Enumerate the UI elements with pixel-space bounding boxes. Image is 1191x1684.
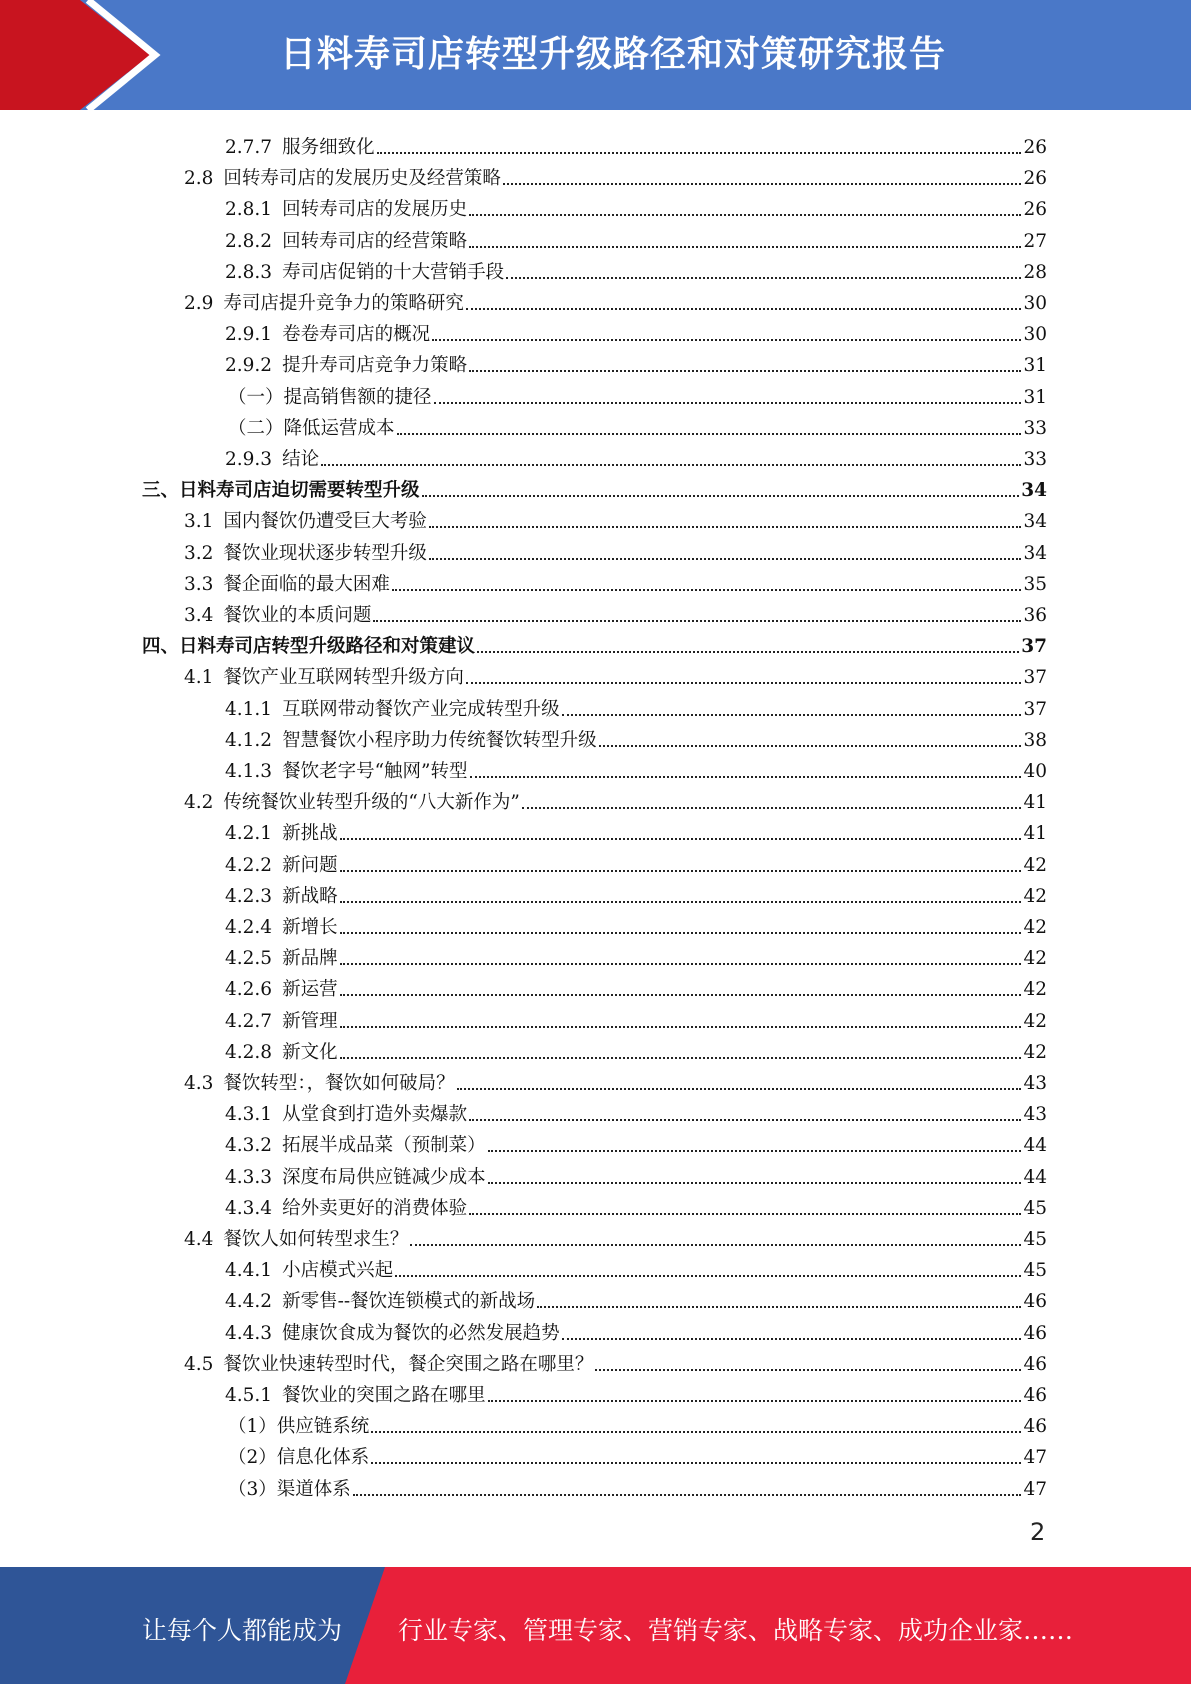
toc-dot-leader	[373, 620, 1021, 622]
toc-entry[interactable]	[225, 1376, 1047, 1407]
toc-entry-page: 46	[1023, 1353, 1047, 1375]
toc-entry-page: 46	[1023, 1291, 1047, 1313]
toc-entry-title: 从堂食到打造外卖爆款	[282, 1104, 468, 1126]
toc-entry-label	[225, 355, 467, 377]
toc-entry-label	[228, 387, 432, 409]
toc-entry-label	[142, 636, 475, 658]
toc-entry[interactable]	[225, 1002, 1047, 1033]
toc-entry-number: 4.3.4	[225, 1197, 273, 1219]
toc-entry[interactable]	[225, 346, 1047, 377]
toc-dot-leader	[340, 963, 1022, 965]
toc-dot-leader	[595, 1369, 1021, 1371]
toc-entry-title: 给外卖更好的消费体验	[282, 1197, 468, 1219]
toc-entry-number: 4.2	[184, 792, 214, 814]
toc-entry-label	[225, 979, 338, 1001]
toc-entry-label	[228, 1416, 369, 1438]
toc-entry-title: 新挑战	[282, 823, 338, 845]
toc-dot-leader	[410, 1244, 1021, 1246]
toc-entry-label	[184, 1354, 593, 1376]
toc-entry[interactable]	[184, 1220, 1047, 1251]
toc-dot-leader	[562, 714, 1022, 716]
toc-entry-number: 4.4.2	[225, 1291, 273, 1313]
toc-entry[interactable]	[225, 1126, 1047, 1157]
toc-entry-label	[225, 730, 597, 752]
toc-entry-title: 餐饮老字号“触网”转型	[282, 761, 468, 782]
toc-entry-number: 4.2.4	[225, 917, 273, 938]
toc-entry-page: 30	[1023, 293, 1047, 314]
toc-entry-number: 4.4.3	[225, 1322, 273, 1344]
toc-entry-number: 2.9.1	[225, 324, 273, 346]
toc-entry-title: 新运营	[282, 979, 338, 1001]
toc-entry[interactable]	[184, 565, 1047, 596]
toc-entry-page: 46	[1023, 1322, 1047, 1344]
toc-dot-leader	[488, 1182, 1022, 1184]
toc-entry-title: 回转寿司店的经营策略	[282, 230, 468, 252]
toc-entry-page: 35	[1023, 573, 1047, 595]
toc-entry[interactable]	[225, 690, 1047, 721]
toc-entry-title: 餐饮业的突围之路在哪里	[282, 1385, 486, 1406]
toc-entry[interactable]	[225, 253, 1047, 284]
page-number: 2	[1030, 1518, 1046, 1546]
toc-entry-number: 4.2.3	[225, 885, 273, 907]
toc-entry-title: 健康饮食成为餐饮的必然发展趋势	[282, 1322, 560, 1344]
toc-entry-number: 4.2.7	[225, 1010, 273, 1032]
toc-entry-title: 拓展半成品菜（预制菜）	[282, 1135, 486, 1157]
toc-entry-label	[225, 948, 338, 970]
toc-entry-label	[184, 1073, 455, 1095]
toc-dot-leader	[340, 870, 1022, 872]
toc-entry[interactable]	[225, 814, 1047, 845]
toc-entry-page: 43	[1023, 1104, 1047, 1126]
toc-dot-leader	[477, 651, 1019, 653]
toc-entry-title: 互联网带动餐饮产业完成转型升级	[282, 698, 560, 720]
toc-dot-leader	[397, 433, 1022, 435]
toc-entry-label	[184, 574, 390, 596]
toc-entry-label	[225, 1198, 467, 1220]
toc-entry-page: 44	[1023, 1166, 1047, 1188]
toc-entry-page: 45	[1023, 1197, 1047, 1219]
toc-entry[interactable]	[225, 190, 1047, 221]
toc-entry-page: 42	[1023, 1010, 1047, 1032]
toc-entry-page: 28	[1023, 261, 1047, 283]
footer-slogan-right: 行业专家、管理专家、营销专家、战略专家、成功企业家……	[398, 1616, 1074, 1645]
toc-entry-title: 深度布局供应链减少成本	[282, 1166, 486, 1188]
toc-entry-page: 33	[1023, 449, 1047, 470]
toc-entry-label	[225, 449, 319, 471]
toc-entry-page: 33	[1023, 417, 1047, 439]
toc-entry-title: 新管理	[282, 1010, 338, 1032]
toc-entry-label	[225, 199, 467, 221]
toc-entry-title: 餐饮人如何转型求生？	[223, 1229, 409, 1250]
toc-entry-label	[184, 511, 427, 533]
toc-dot-leader	[340, 1026, 1022, 1028]
toc-entry-label	[225, 823, 338, 845]
toc-entry[interactable]	[228, 409, 1047, 440]
toc-entry-page: 26	[1023, 199, 1047, 221]
header-chevron-red	[0, 0, 150, 110]
toc-entry-title: 三、日料寿司店迫切需要转型升级	[142, 480, 420, 502]
toc-entry-page: 37	[1021, 636, 1047, 658]
toc-entry[interactable]	[225, 222, 1047, 253]
toc-dot-leader	[466, 308, 1022, 310]
toc-dot-leader	[466, 682, 1022, 684]
toc-dot-leader	[422, 495, 1020, 497]
toc-entry[interactable]	[184, 534, 1047, 565]
toc-entry-label	[225, 699, 560, 721]
toc-entry-label	[225, 1260, 393, 1282]
toc-dot-leader	[469, 1213, 1021, 1215]
toc-entry-number: 2.9.2	[225, 355, 273, 377]
report-title: 日料寿司店转型升级路径和对策研究报告	[280, 34, 947, 75]
toc-entry-label	[184, 667, 464, 689]
toc-entry-label	[225, 1323, 560, 1345]
toc-dot-leader	[506, 277, 1021, 279]
toc-entry-page: 46	[1023, 1416, 1047, 1438]
toc-dot-leader	[392, 589, 1022, 591]
toc-dot-leader	[371, 1431, 1021, 1433]
toc-entry[interactable]	[225, 1158, 1047, 1189]
toc-entry-title: 传统餐饮业转型升级的“八大新作为”	[223, 792, 520, 814]
toc-entry-title: 新战略	[282, 885, 338, 907]
page-header	[0, 0, 1191, 110]
toc-entry-label	[225, 1042, 338, 1064]
toc-entry-title: 结论	[282, 449, 320, 470]
toc-entry-title: 智慧餐饮小程序助力传统餐饮转型升级	[282, 729, 597, 751]
toc-dot-leader	[321, 464, 1021, 466]
toc-dot-leader	[340, 901, 1022, 903]
toc-entry-label	[225, 855, 338, 877]
toc-dot-leader	[469, 214, 1021, 216]
toc-entry-page: 43	[1023, 1073, 1047, 1094]
toc-entry-title: 服务细致化	[282, 137, 375, 158]
toc-dot-leader	[469, 1119, 1021, 1121]
toc-entry-page: 47	[1023, 1478, 1047, 1500]
toc-entry-number: 2.9.3	[225, 449, 273, 470]
toc-entry[interactable]	[184, 1064, 1047, 1095]
toc-dot-leader	[429, 526, 1022, 528]
toc-entry-page: 34	[1021, 480, 1047, 502]
toc-entry-title: （2）信息化体系	[228, 1447, 370, 1469]
toc-dot-leader	[432, 339, 1021, 341]
toc-entry-title: 新问题	[282, 854, 338, 876]
toc-entry[interactable]	[184, 159, 1047, 190]
toc-entry-number: 4.4	[184, 1229, 214, 1250]
toc-entry-number: 4.2.8	[225, 1041, 273, 1063]
toc-dot-leader	[434, 402, 1022, 404]
toc-entry[interactable]	[225, 128, 1047, 159]
toc-entry-title: （1）供应链系统	[228, 1416, 370, 1438]
toc-entry[interactable]	[225, 908, 1047, 939]
toc-dot-leader	[488, 1150, 1022, 1152]
toc-entry-title: 卷卷寿司店的概况	[282, 324, 431, 346]
toc-entry[interactable]	[225, 877, 1047, 908]
toc-entry-page: 31	[1023, 355, 1047, 377]
toc-entry-label	[184, 543, 427, 565]
toc-entry-number: 4.1.2	[225, 729, 273, 751]
toc-entry-number: 4.1.1	[225, 698, 273, 720]
page-footer	[0, 1567, 1191, 1684]
toc-entry-number: 4.3.3	[225, 1166, 273, 1188]
toc-entry-label	[225, 1104, 467, 1126]
toc-entry-label	[225, 1291, 535, 1313]
toc-entry-title: 餐饮业的本质问题	[223, 605, 372, 626]
toc-entry-label	[225, 761, 468, 783]
toc-entry-number: 4.1.3	[225, 761, 273, 782]
toc-entry-page: 31	[1023, 386, 1047, 408]
toc-dot-leader	[469, 370, 1021, 372]
toc-entry-title: 餐饮转型：，餐饮如何破局？	[223, 1073, 455, 1094]
toc-entry[interactable]	[225, 721, 1047, 752]
toc-entry-number: 3.4	[184, 605, 214, 626]
toc-entry-page: 42	[1023, 948, 1047, 970]
toc-dot-leader	[395, 1275, 1021, 1277]
toc-entry-page: 34	[1023, 542, 1047, 564]
toc-entry[interactable]	[184, 658, 1047, 689]
toc-entry-title: 餐饮产业互联网转型升级方向	[223, 667, 464, 689]
toc-entry-title: （二）降低运营成本	[228, 417, 395, 439]
toc-entry-page: 38	[1023, 729, 1047, 751]
toc-entry[interactable]	[142, 627, 1047, 658]
toc-entry[interactable]	[225, 970, 1047, 1001]
toc-entry-title: 提升寿司店竞争力策略	[282, 355, 468, 377]
toc-entry-number: 4.3.1	[225, 1104, 273, 1126]
toc-entry[interactable]	[225, 1282, 1047, 1313]
toc-dot-leader	[537, 1306, 1021, 1308]
toc-entry-label	[225, 262, 504, 284]
toc-entry-label	[225, 917, 338, 939]
toc-entry-page: 42	[1023, 885, 1047, 907]
toc-entry[interactable]	[225, 846, 1047, 877]
toc-entry-number: 4.3	[184, 1073, 214, 1094]
toc-dot-leader	[562, 1338, 1022, 1340]
toc-entry-title: （一）提高销售额的捷径	[228, 386, 432, 408]
toc-dot-leader	[340, 932, 1022, 934]
toc-entry[interactable]	[225, 939, 1047, 970]
toc-entry-page: 36	[1023, 605, 1047, 626]
toc-entry-page: 45	[1023, 1229, 1047, 1250]
toc-entry-label	[184, 792, 520, 814]
toc-entry-page: 37	[1023, 667, 1047, 689]
toc-entry-number: 4.5.1	[225, 1385, 273, 1406]
toc-entry-label	[184, 293, 464, 315]
toc-entry[interactable]	[184, 596, 1047, 627]
toc-entry-label	[225, 1385, 486, 1407]
toc-entry-label	[225, 886, 338, 908]
toc-dot-leader	[503, 183, 1022, 185]
toc-entry-number: 2.8.3	[225, 261, 273, 283]
toc-entry-page: 34	[1023, 511, 1047, 533]
toc-entry-number: 3.3	[184, 573, 214, 595]
toc-entry[interactable]	[225, 1251, 1047, 1282]
toc-entry-title: 新增长	[282, 917, 338, 938]
toc-entry-number: 2.8	[184, 168, 214, 190]
toc-entry-label	[184, 168, 501, 190]
toc-entry-number: 4.1	[184, 667, 214, 689]
toc-entry-number: 4.3.2	[225, 1135, 273, 1157]
toc-entry[interactable]	[225, 440, 1047, 471]
toc-entry-label	[225, 324, 430, 346]
toc-entry-page: 42	[1023, 917, 1047, 938]
toc-dot-leader	[371, 1462, 1021, 1464]
toc-entry[interactable]	[228, 1470, 1047, 1501]
toc-entry-page: 26	[1023, 168, 1047, 190]
toc-entry-title: 新品牌	[282, 948, 338, 970]
toc-entry-number: 4.2.2	[225, 854, 273, 876]
toc-entry-page: 42	[1023, 1041, 1047, 1063]
toc-entry-label	[184, 605, 371, 627]
toc-entry[interactable]	[184, 1345, 1047, 1376]
toc-entry-number: 4.2.1	[225, 823, 273, 845]
toc-entry[interactable]	[225, 315, 1047, 346]
footer-slogan-left: 让每个人都能成为	[142, 1616, 343, 1645]
toc-entry-title: 餐饮业快速转型时代，餐企突围之路在哪里？	[223, 1353, 594, 1375]
toc-entry-page: 42	[1023, 854, 1047, 876]
toc-entry-title: 餐饮业现状逐步转型升级	[223, 542, 427, 564]
toc-entry-title: 寿司店提升竞争力的策略研究	[223, 293, 464, 314]
toc-entry-page: 26	[1023, 137, 1047, 158]
toc-entry[interactable]	[142, 471, 1047, 502]
toc-entry-label	[228, 418, 395, 440]
toc-entry-number: 4.5	[184, 1353, 214, 1375]
toc-dot-leader	[522, 807, 1022, 809]
toc-entry-title: 回转寿司店的发展历史及经营策略	[223, 168, 501, 190]
toc-entry-label	[225, 231, 467, 253]
toc-entry-title: 新文化	[282, 1041, 338, 1063]
toc-entry-page: 40	[1023, 761, 1047, 782]
toc-entry-page: 45	[1023, 1260, 1047, 1282]
toc-entry-number: 4.2.6	[225, 979, 273, 1001]
toc-entry-label	[225, 1167, 486, 1189]
toc-entry[interactable]	[225, 1189, 1047, 1220]
toc-entry[interactable]	[225, 1033, 1047, 1064]
toc-entry[interactable]	[184, 284, 1047, 315]
toc-entry-page: 30	[1023, 324, 1047, 346]
toc-entry-number: 3.1	[184, 511, 214, 533]
toc-entry-label	[225, 1135, 486, 1157]
toc-entry-number: 2.9	[184, 293, 214, 314]
toc-entry-number: 4.4.1	[225, 1260, 273, 1282]
toc-entry-title: 国内餐饮仍遭受巨大考验	[223, 511, 427, 533]
toc-entry-number: 3.2	[184, 542, 214, 564]
toc-dot-leader	[340, 1057, 1022, 1059]
toc-dot-leader	[469, 246, 1021, 248]
toc-entry-page: 44	[1023, 1135, 1047, 1157]
toc-entry-number: 4.2.5	[225, 948, 273, 970]
toc-dot-leader	[470, 776, 1022, 778]
toc-entry-page: 41	[1023, 823, 1047, 845]
toc-entry[interactable]	[225, 1314, 1047, 1345]
toc-entry-title: （3）渠道体系	[228, 1478, 351, 1500]
toc-entry-label	[225, 137, 375, 159]
toc-entry-page: 41	[1023, 792, 1047, 814]
toc-entry-label	[228, 1447, 369, 1469]
toc-dot-leader	[429, 558, 1022, 560]
toc-dot-leader	[488, 1400, 1022, 1402]
toc-entry-page: 46	[1023, 1385, 1047, 1406]
toc-dot-leader	[457, 1088, 1022, 1090]
toc-entry-label	[225, 1011, 338, 1033]
toc-entry[interactable]	[228, 378, 1047, 409]
toc-dot-leader	[377, 152, 1022, 154]
toc-entry-number: 2.7.7	[225, 137, 273, 158]
toc-entry-number: 2.8.1	[225, 199, 273, 221]
toc-entry[interactable]	[225, 752, 1047, 783]
toc-entry[interactable]	[228, 1438, 1047, 1469]
toc-entry[interactable]	[228, 1407, 1047, 1438]
toc-entry-title: 餐企面临的最大困难	[223, 573, 390, 595]
toc-entry-page: 47	[1023, 1447, 1047, 1469]
toc-dot-leader	[353, 1494, 1022, 1496]
toc-entry-page: 37	[1023, 698, 1047, 720]
toc-dot-leader	[340, 838, 1022, 840]
toc-entry-title: 寿司店促销的十大营销手段	[282, 261, 505, 283]
toc-entry-number: 2.8.2	[225, 230, 273, 252]
toc-dot-leader	[340, 994, 1022, 996]
toc-entry[interactable]	[184, 502, 1047, 533]
toc-entry[interactable]	[225, 1095, 1047, 1126]
toc-entry-page: 27	[1023, 230, 1047, 252]
toc-entry-label	[184, 1229, 408, 1251]
toc-dot-leader	[599, 745, 1022, 747]
toc-entry-title: 小店模式兴起	[282, 1260, 394, 1282]
toc-entry-title: 四、日料寿司店转型升级路径和对策建议	[142, 636, 476, 658]
toc-entry-label	[142, 480, 420, 502]
toc-entry-title: 新零售--餐饮连锁模式的新战场	[282, 1291, 536, 1313]
toc-entry-label	[228, 1479, 351, 1501]
toc-entry-page: 42	[1023, 979, 1047, 1001]
toc-entry-title: 回转寿司店的发展历史	[282, 199, 468, 221]
toc-entry[interactable]	[184, 783, 1047, 814]
